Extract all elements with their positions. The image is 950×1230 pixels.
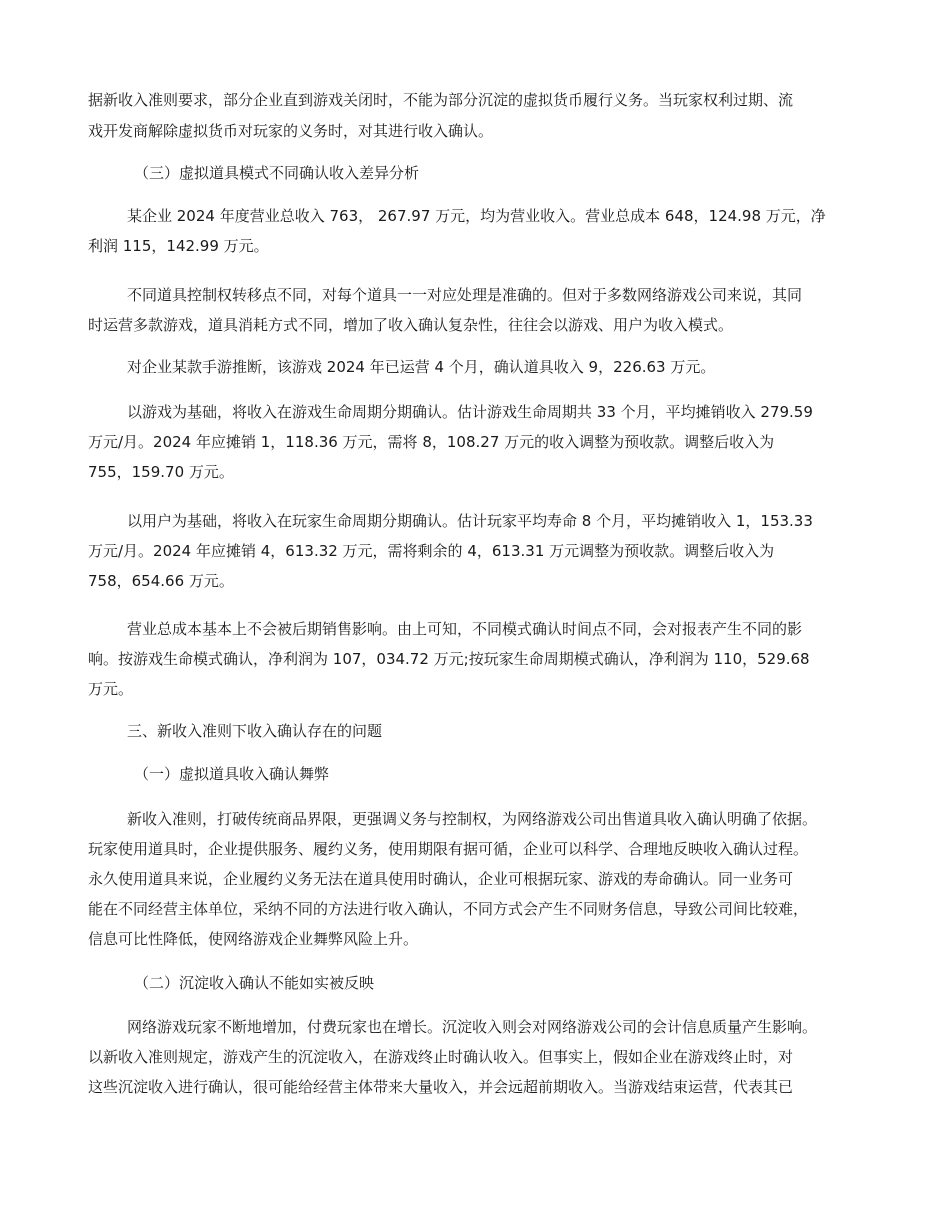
text-line: 永久使用道具来说，企业履约义务无法在道具使用时确认，企业可根据玩家、游戏的寿命确认。同一业务可 (88, 870, 794, 888)
text-line: 这些沉淀收入进行确认，很可能给经营主体带来大量收入，并会远超前期收入。当游戏结束运营，代表其已 (88, 1078, 794, 1096)
subsection-heading: （三）虚拟道具模式不同确认收入差异分析 (134, 164, 420, 182)
text-line: 某企业 2024 年度营业总收入 763， 267.97 万元，均为营业收入。营业总成本 648，124.98 万元，净 (127, 207, 826, 225)
text-line: 据新收入准则要求，部分企业直到游戏关闭时，不能为部分沉淀的虚拟货币履行义务。当玩家权利过期、流 (88, 91, 794, 109)
text-line: 时运营多款游戏，道具消耗方式不同，增加了收入确认复杂性，往往会以游戏、用户为收入模式。 (88, 316, 734, 334)
text-line: 戏开发商解除虚拟货币对玩家的义务时，对其进行收入确认。 (88, 122, 494, 140)
text-line: 信息可比性降低，使网络游戏企业舞弊风险上升。 (88, 930, 419, 948)
text-line: 以用户为基础，将收入在玩家生命周期分期确认。估计玩家平均寿命 8 个月，平均摊销收入 1，153.33 (127, 512, 813, 530)
text-line: 以游戏为基础，将收入在游戏生命周期分期确认。估计游戏生命周期共 33 个月，平均摊销收入 279.59 (127, 403, 813, 421)
subsection-heading: （一）虚拟道具收入确认舞弊 (134, 765, 330, 783)
text-line: 能在不同经营主体单位，采纳不同的方法进行收入确认，不同方式会产生不同财务信息，导致公司间比较难， (88, 900, 809, 918)
text-line: 万元/月。2024 年应摊销 4，613.32 万元，需将剩余的 4，613.31 万元调整为预收款。调整后收入为 (88, 542, 775, 560)
text-line: 新收入准则，打破传统商品界限，更强调义务与控制权，为网络游戏公司出售道具收入确认明确了依据。 (127, 810, 818, 828)
text-line: 755，159.70 万元。 (88, 463, 234, 481)
text-line: 万元。 (88, 680, 134, 698)
text-line: 不同道具控制权转移点不同，对每个道具一一对应处理是准确的。但对于多数网络游戏公司来说，其同 (127, 286, 803, 304)
text-line: 营业总成本基本上不会被后期销售影响。由上可知，不同模式确认时间点不同，会对报表产生不同的影 (127, 620, 803, 638)
text-line: 网络游戏玩家不断地增加，付费玩家也在增长。沉淀收入则会对网络游戏公司的会计信息质量产生影响。 (127, 1018, 818, 1036)
text-line: 利润 115，142.99 万元。 (88, 237, 269, 255)
section-heading: 三、新收入准则下收入确认存在的问题 (127, 722, 383, 740)
text-line: 以新收入准则规定，游戏产生的沉淀收入，在游戏终止时确认收入。但事实上，假如企业在游戏终止时，对 (88, 1048, 794, 1066)
text-line: 万元/月。2024 年应摊销 1，118.36 万元，需将 8，108.27 万元的收入调整为预收款。调整后收入为 (88, 433, 775, 451)
text-line: 玩家使用道具时，企业提供服务、履约义务，使用期限有据可循，企业可以科学、合理地反映收入确认过程。 (88, 840, 809, 858)
text-line: 758，654.66 万元。 (88, 572, 234, 590)
text-line: 对企业某款手游推断，该游戏 2024 年已运营 4 个月，确认道具收入 9，226.63 万元。 (127, 358, 716, 376)
text-line: 响。按游戏生命模式确认，净利润为 107，034.72 万元;按玩家生命周期模式确认，净利润为 110，529.68 (88, 650, 810, 668)
subsection-heading: （二）沉淀收入确认不能如实被反映 (134, 974, 375, 992)
